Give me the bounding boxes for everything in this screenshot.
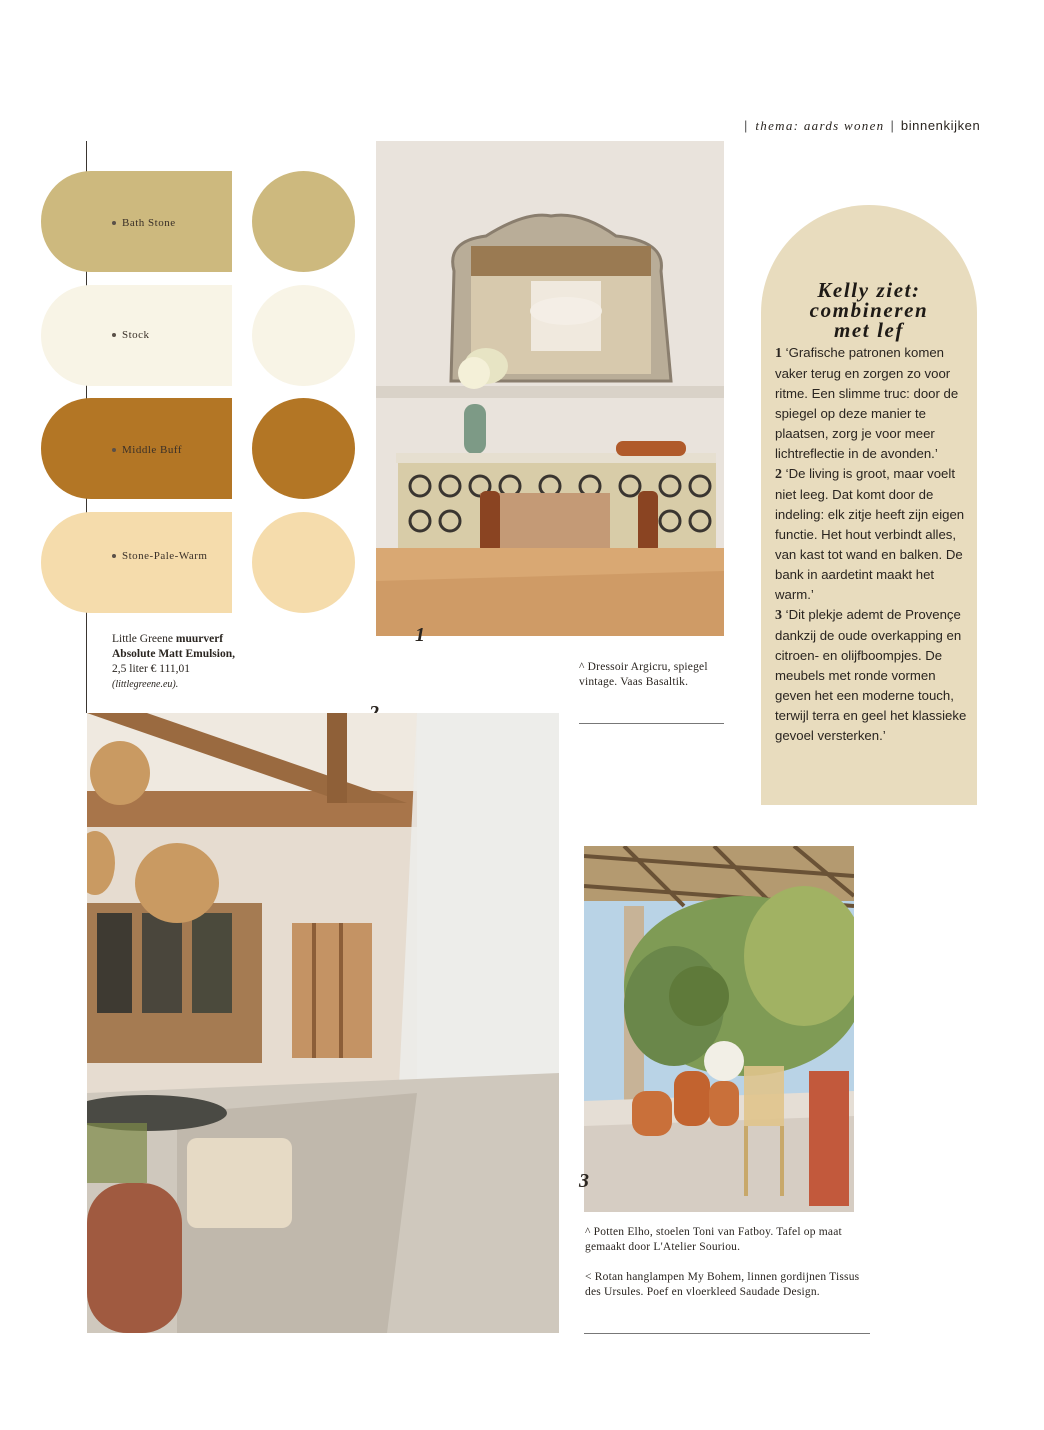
caption-photo-3: ^ Potten Elho, stoelen Toni van Fatboy. Tafel op maat gemaakt door L'Atelier Souriou. xyxy=(585,1226,842,1253)
sidebar-title: Kelly ziet: combineren met lef xyxy=(809,278,929,342)
header-theme: thema: aards wonen xyxy=(755,118,885,133)
swatch-circle-stock xyxy=(252,285,355,386)
swatch-circle-stone-pale-warm xyxy=(252,512,355,613)
caption-rule xyxy=(584,1333,870,1334)
photo-living-room xyxy=(87,713,559,1333)
photo-dresser xyxy=(376,141,724,636)
swatch-label: Stock xyxy=(112,329,150,341)
photo-number-3: 3 xyxy=(579,1170,589,1192)
sidebar-item-number: 2 xyxy=(775,467,782,482)
swatch-circle-bath-stone xyxy=(252,171,355,272)
sidebar-item-text: ‘Grafische patronen komen vaker terug en zorgen zo voor ritme. Een slimme truc: door de spiegel op deze manier te plaatsen, zorg je voor meer lichtreflectie in de avonden.’ xyxy=(775,345,959,461)
swatch-circle-middle-buff xyxy=(252,398,355,499)
sidebar-item-text: ‘Dit plekje ademt de Provençe dankzij de oude overkapping en citroen- en olijfboompjes. De meubels met ronde vormen geven het een moderne touch, terwijl terra en geel het klassieke gevoel versterken.’ xyxy=(775,607,967,743)
sidebar-item-text: ‘De living is groot, maar voelt niet leeg. Dat komt door de indeling: elk zitje heeft zijn eigen functie. Het hout verbindt alles, van kast tot wand en balken. De bank in aardetint maakt het warm.’ xyxy=(775,466,965,602)
swatch-stone-pale-warm xyxy=(41,512,232,613)
header-divider: | xyxy=(744,118,748,133)
swatch-label: Stone-Pale-Warm xyxy=(112,550,207,562)
sidebar-body xyxy=(775,343,971,746)
header-section: binnenkijken xyxy=(900,118,981,133)
swatch-label: Middle Buff xyxy=(112,444,182,456)
caption-photo-1: ^ Dressoir Argicru, spiegel vintage. Vaas Basaltik. xyxy=(579,661,708,688)
photo-number-1: 1 xyxy=(415,624,425,646)
sidebar-item-number: 1 xyxy=(775,346,782,361)
page-header xyxy=(744,118,1024,138)
header-divider: | xyxy=(890,118,894,133)
photo-terrace xyxy=(584,846,854,1212)
paint-note: Little Greene muurverf Absolute Matt Emulsion, 2,5 liter € 111,01 (littlegreene.eu). xyxy=(112,633,235,690)
sidebar-item-number: 3 xyxy=(775,608,782,623)
caption-rule xyxy=(579,723,724,724)
caption-photo-2: < Rotan hanglampen My Bohem, linnen gordijnen Tissus des Ursules. Poef en vloerkleed Saudade Design. xyxy=(585,1271,860,1298)
swatch-label: Bath Stone xyxy=(112,217,176,229)
